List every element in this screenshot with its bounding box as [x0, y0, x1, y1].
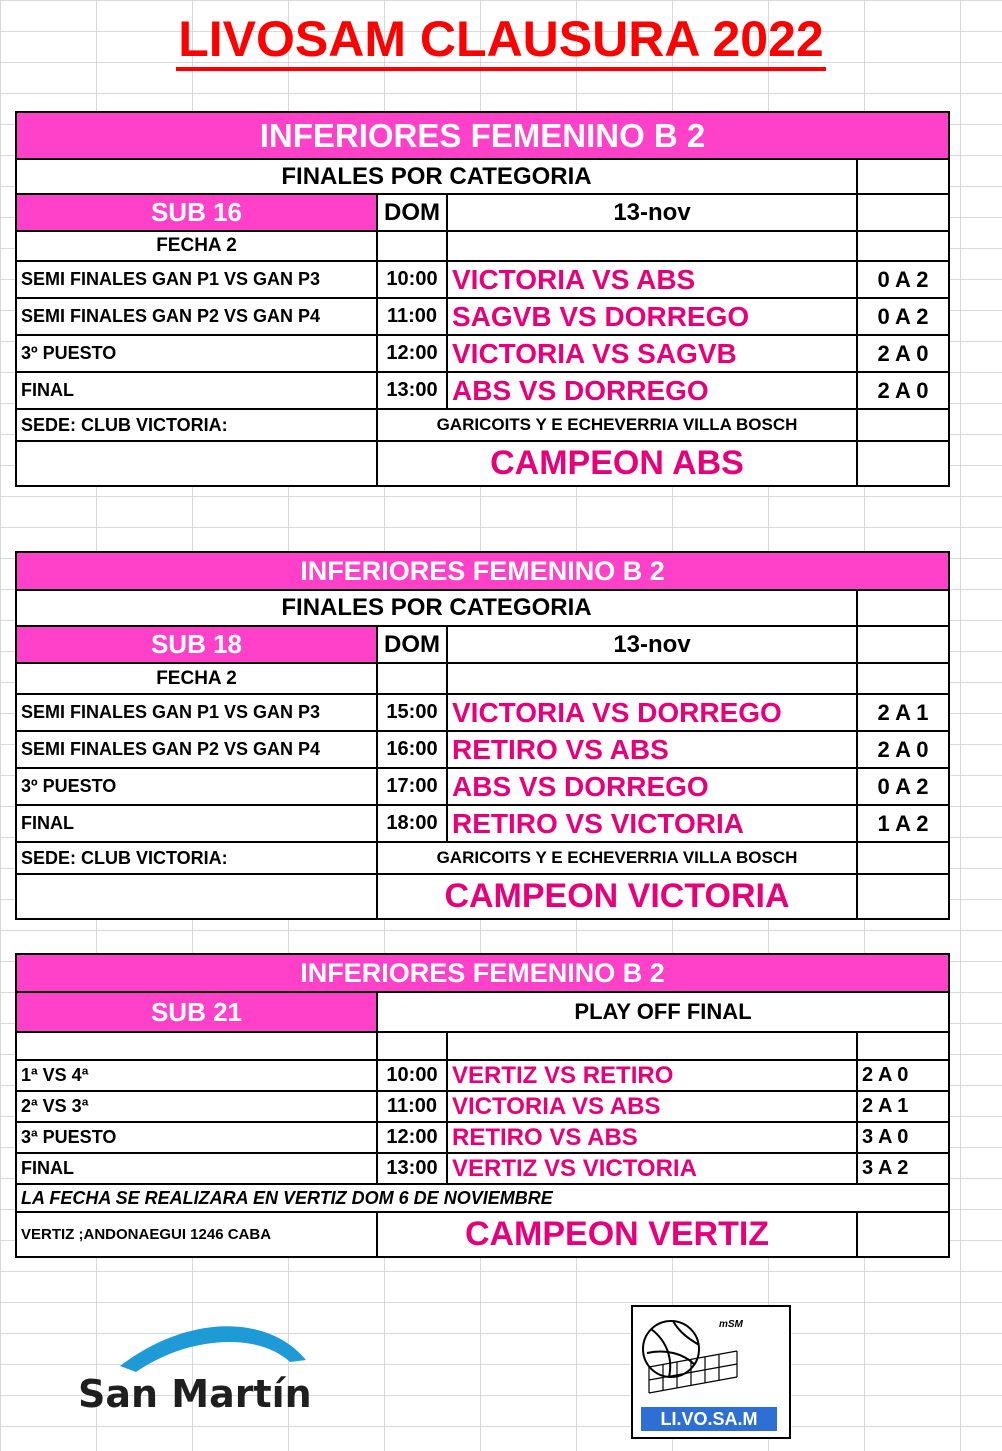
match-label: 2ª VS 3ª — [16, 1091, 377, 1122]
venue-label: SEDE: CLUB VICTORIA: — [16, 409, 377, 441]
section-header: INFERIORES FEMENINO B 2 — [16, 954, 949, 992]
table-row — [16, 805, 949, 842]
match-time: 13:00 — [377, 1153, 447, 1184]
match-teams: RETIRO VS VICTORIA — [447, 805, 857, 842]
match-time: 10:00 — [377, 1060, 447, 1091]
match-label: 3ª PUESTO — [16, 1122, 377, 1153]
table-row — [16, 372, 949, 409]
table-row — [16, 298, 949, 335]
match-result: 2 A 1 — [857, 1091, 949, 1122]
table-row — [16, 1122, 949, 1153]
match-time: 16:00 — [377, 731, 447, 768]
section-subtitle: FINALES POR CATEGORIA — [16, 159, 857, 194]
match-result: 2 A 1 — [857, 694, 949, 731]
section-sub18 — [15, 551, 950, 920]
match-teams: VICTORIA VS DORREGO — [447, 694, 857, 731]
table-row — [16, 261, 949, 298]
san-martin-logo — [78, 1322, 358, 1422]
section-header: INFERIORES FEMENINO B 2 — [16, 552, 949, 590]
match-result: 0 A 2 — [857, 298, 949, 335]
table-row — [16, 768, 949, 805]
fecha-label: FECHA 2 — [16, 231, 377, 261]
match-result: 2 A 0 — [857, 731, 949, 768]
match-result: 3 A 2 — [857, 1153, 949, 1184]
match-result: 0 A 2 — [857, 261, 949, 298]
champion-label: CAMPEON VERTIZ — [377, 1212, 857, 1257]
match-teams: VICTORIA VS ABS — [447, 261, 857, 298]
msm-text: mSM — [719, 1319, 743, 1330]
san-martin-text: San Martín — [78, 1372, 312, 1416]
category-label: SUB 16 — [16, 194, 377, 231]
match-teams: VERTIZ VS VICTORIA — [447, 1153, 857, 1184]
venue-address: GARICOITS Y E ECHEVERRIA VILLA BOSCH — [377, 409, 857, 441]
match-label: SEMI FINALES GAN P1 VS GAN P3 — [16, 261, 377, 298]
match-result: 1 A 2 — [857, 805, 949, 842]
match-label: 3º PUESTO — [16, 768, 377, 805]
match-result: 2 A 0 — [857, 1060, 949, 1091]
match-label: SEMI FINALES GAN P2 VS GAN P4 — [16, 298, 377, 335]
match-time: 11:00 — [377, 1091, 447, 1122]
match-teams: VERTIZ VS RETIRO — [447, 1060, 857, 1091]
match-result: 3 A 0 — [857, 1122, 949, 1153]
match-teams: ABS VS DORREGO — [447, 768, 857, 805]
match-teams: VICTORIA VS ABS — [447, 1091, 857, 1122]
match-label: SEMI FINALES GAN P1 VS GAN P3 — [16, 694, 377, 731]
livosam-badge: LI.VO.SA.M — [641, 1407, 777, 1431]
section-subtitle: PLAY OFF FINAL — [377, 992, 949, 1032]
volleyball-net-icon — [633, 1307, 785, 1407]
match-label: FINAL — [16, 372, 377, 409]
match-result: 2 A 0 — [857, 335, 949, 372]
notice-text: LA FECHA SE REALIZARA EN VERTIZ DOM 6 DE NOVIEMBRE — [16, 1184, 949, 1212]
day-label: DOM — [377, 194, 447, 231]
livosam-logo — [631, 1305, 791, 1439]
match-label: FINAL — [16, 1153, 377, 1184]
date-label: 13-nov — [447, 194, 857, 231]
table-row — [16, 731, 949, 768]
page-title: LIVOSAM CLAUSURA 2022 — [0, 10, 1002, 68]
table-row — [16, 694, 949, 731]
match-time: 13:00 — [377, 372, 447, 409]
match-time: 15:00 — [377, 694, 447, 731]
fecha-label: FECHA 2 — [16, 663, 377, 694]
section-subtitle: FINALES POR CATEGORIA — [16, 590, 857, 626]
match-time: 12:00 — [377, 1122, 447, 1153]
table-row — [16, 1060, 949, 1091]
champion-label: CAMPEON ABS — [377, 441, 857, 486]
match-teams: SAGVB VS DORREGO — [447, 298, 857, 335]
match-teams: RETIRO VS ABS — [447, 731, 857, 768]
champion-label: CAMPEON VICTORIA — [377, 874, 857, 919]
day-label: DOM — [377, 626, 447, 663]
match-teams: VICTORIA VS SAGVB — [447, 335, 857, 372]
section-header: INFERIORES FEMENINO B 2 — [16, 112, 949, 159]
venue-label: VERTIZ ;ANDONAEGUI 1246 CABA — [16, 1212, 377, 1257]
category-label: SUB 21 — [16, 992, 377, 1032]
date-label: 13-nov — [447, 626, 857, 663]
match-label: SEMI FINALES GAN P2 VS GAN P4 — [16, 731, 377, 768]
match-time: 18:00 — [377, 805, 447, 842]
match-result: 0 A 2 — [857, 768, 949, 805]
match-label: 1ª VS 4ª — [16, 1060, 377, 1091]
match-teams: RETIRO VS ABS — [447, 1122, 857, 1153]
section-sub21 — [15, 953, 950, 1258]
match-teams: ABS VS DORREGO — [447, 372, 857, 409]
venue-label: SEDE: CLUB VICTORIA: — [16, 842, 377, 874]
match-time: 17:00 — [377, 768, 447, 805]
table-row — [16, 335, 949, 372]
match-time: 12:00 — [377, 335, 447, 372]
venue-address: GARICOITS Y E ECHEVERRIA VILLA BOSCH — [377, 842, 857, 874]
match-result: 2 A 0 — [857, 372, 949, 409]
match-time: 11:00 — [377, 298, 447, 335]
match-label: 3º PUESTO — [16, 335, 377, 372]
match-time: 10:00 — [377, 261, 447, 298]
table-row — [16, 1091, 949, 1122]
table-row — [16, 1153, 949, 1184]
category-label: SUB 18 — [16, 626, 377, 663]
match-label: FINAL — [16, 805, 377, 842]
section-sub16 — [15, 111, 950, 487]
